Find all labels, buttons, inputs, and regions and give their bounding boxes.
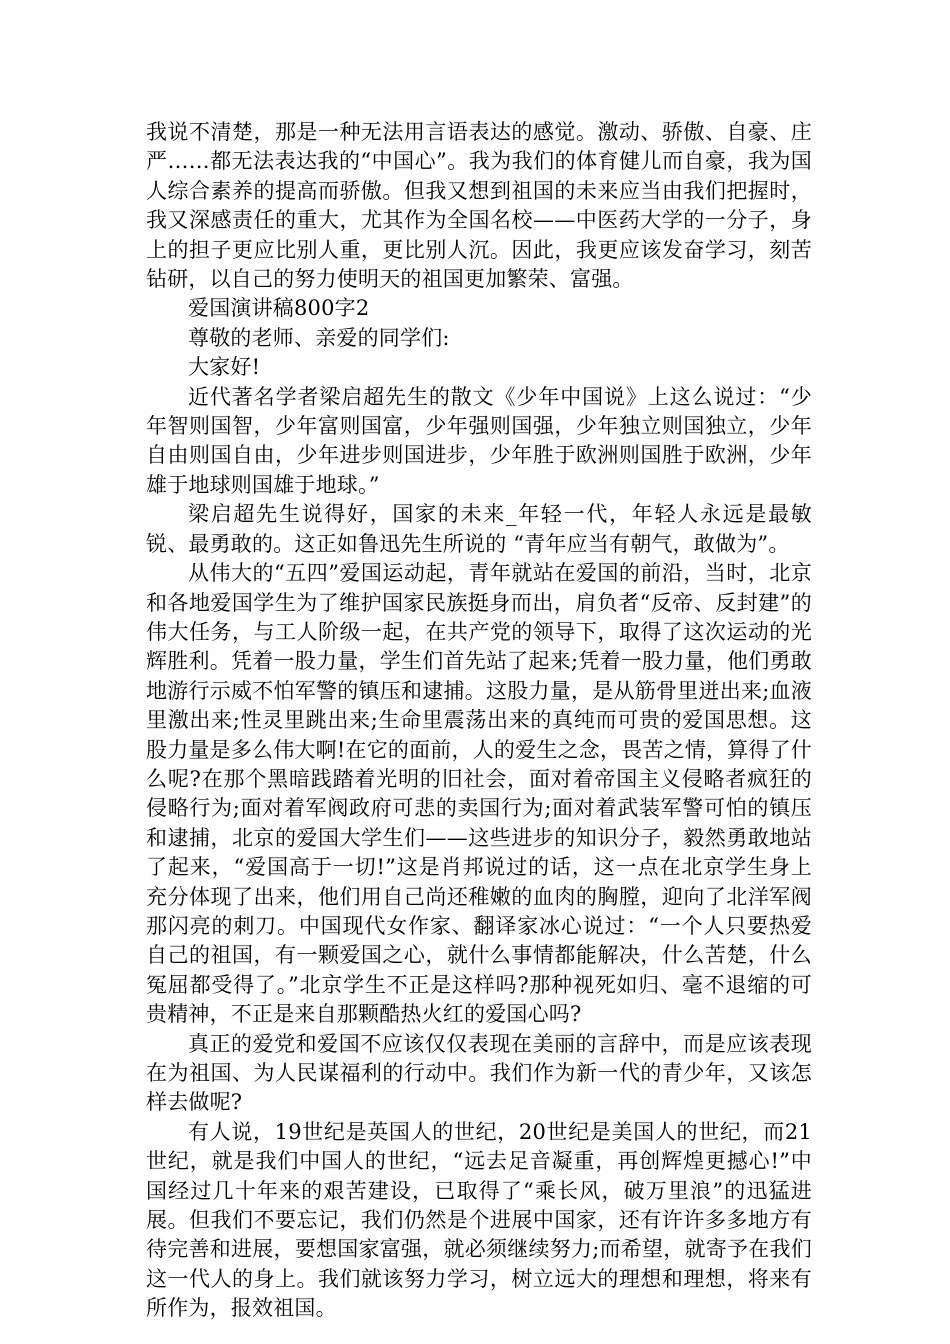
paragraph-may-fourth: 从伟大的“五四”爱国运动起，青年就站在爱国的前沿，当时，北京和各地爱国学生为了维护国家民族挺身而出，肩负者“反帝、反封建”的伟大任务，与工人阶级一起，在共产党的领导下，取得了这次运动的光辉胜利。凭着一股力量，学生们首先站了起来;凭着一股力量，他们勇敢地游行示威不怕军警的镇压和逮捕。这股力量，是从筋骨里迸出来;血液里激出来;性灵里跳出来;生命里震荡出来的真纯而可贵的爱国思想。这股力量是多么伟大啊!在它的面前，人的爱生之念，畏苦之情，算得了什么呢?在那个黑暗践踏着光明的旧社会，面对着帝国主义侵略者疯狂的侵略行为;面对着军阀政府可悲的卖国行为;面对着武装军警可怕的镇压和逮捕，北京的爱国大学生们——这些进步的知识分子，毅然勇敢地站了起来，“爱国高于一切!”这是肖邦说过的话，这一点在北京学生身上充分体现了出来，他们用自己尚还稚嫩的血肉的胸膛，迎向了北洋军阀那闪亮的刺刀。中国现代女作家、翻译家冰心说过：“一个人只要热爱自己的祖国，有一颗爱国之心，就什么事情都能解决，什么苦楚，什么冤屈都受得了。”北京学生不正是这样吗?那种视死如归、毫不退缩的可贵精神，不正是来自那颗酷热火红的爱国心吗? bbox=[146, 561, 812, 1027]
paragraph-intro-continuation: 我说不清楚，那是一种无法用言语表达的感觉。激动、骄傲、自豪、庄严……都无法表达我的“中国心”。我为我们的体育健儿而自豪，我为国人综合素养的提高而骄傲。但我又想到祖国的未来应当由我们把握时，我又深感责任的重大，尤其作为全国名校——中医药大学的一分子，身上的担子更应比别人重，更比别人沉。因此，我更应该发奋学习，刻苦钻研，以自己的努力使明天的祖国更加繁荣、富强。 bbox=[146, 120, 812, 292]
section-heading: 爱国演讲稿800字2 bbox=[188, 296, 370, 321]
greeting: 大家好! bbox=[188, 355, 261, 380]
paragraph-true-patriotism: 真正的爱党和爱国不应该仅仅表现在美丽的言辞中，而是应该表现在为祖国、为人民谋福利的行动中。我们作为新一代的青少年，又该怎样去做呢? bbox=[146, 1031, 812, 1115]
document-body bbox=[146, 118, 812, 1324]
paragraph-youth-future: 梁启超先生说得好，国家的未来_年轻一代，年轻人永远是最敏锐、最勇敢的。这正如鲁迅先生所说的 “青年应当有朝气，敢做为”。 bbox=[146, 502, 812, 556]
salutation: 尊敬的老师、亲爱的同学们: bbox=[188, 325, 450, 350]
paragraph-21st-century: 有人说，19世纪是英国人的世纪，20世纪是美国人的世纪，而21世纪，就是我们中国人的世纪，“远去足音凝重，再创辉煌更撼心!”中国经过几十年来的艰苦建设，已取得了“乘长风，破万里浪”的迅猛进展。但我们不要忘记，我们仍然是个进展中国家，还有许许多多地方有待完善和进展，要想国家富强，就必须继续努力;而希望，就寄予在我们这一代人的身上。我们就该努力学习，树立远大的理想和理想，将来有所作为，报效祖国。 bbox=[146, 1119, 812, 1321]
paragraph-liang-qichao-quote: 近代著名学者梁启超先生的散文《少年中国说》上这么说过：“少年智则国智，少年富则国富，少年强则国强，少年独立则国独立，少年自由则国自由，少年进步则国进步，少年胜于欧洲则国胜于欧洲，少年雄于地球则国雄于地球。” bbox=[146, 384, 812, 497]
